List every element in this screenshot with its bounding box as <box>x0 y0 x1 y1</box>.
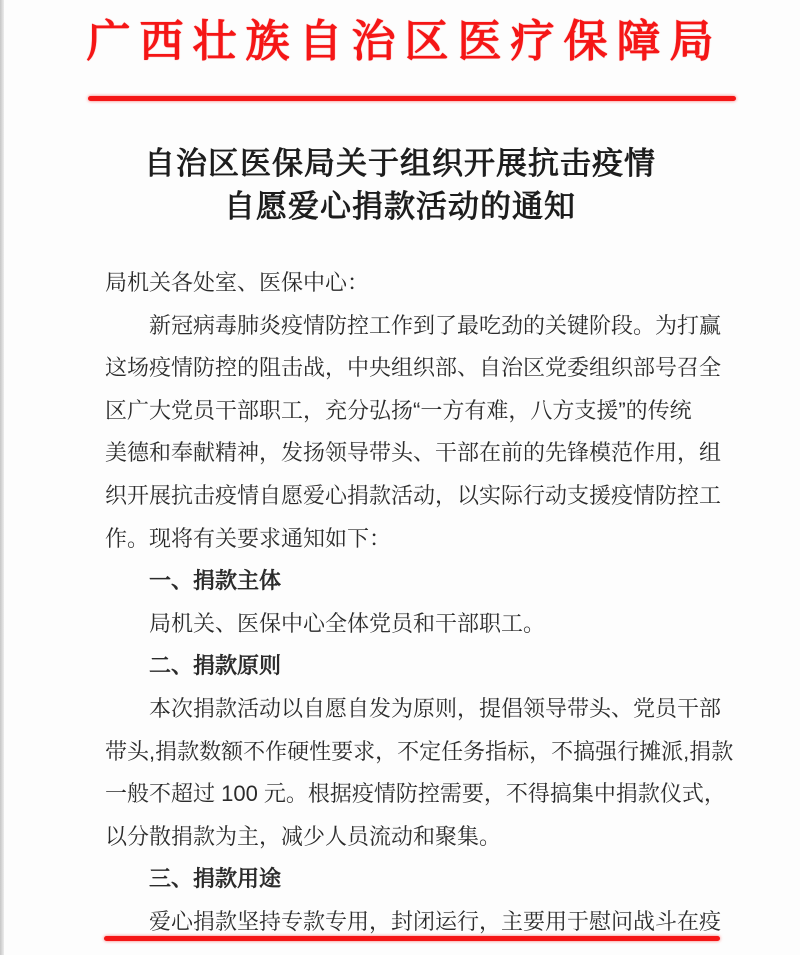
section-heading: 二、捐款原则 <box>149 653 282 679</box>
text-line: 区广大党员干部职工，充分弘扬“一方有难，八方支援”的传统 <box>105 397 692 423</box>
text-line: 局机关、医保中心全体党员和干部职工。 <box>149 610 546 636</box>
document-title-line-1: 自治区医保局关于组织开展抗击疫情 <box>144 146 656 181</box>
text-line: 织开展抗击疫情自愿爱心捐款活动，以实际行动支援疫情防控工 <box>105 482 722 508</box>
red-divider-top <box>88 96 736 101</box>
agency-name-header: 广西壮族自治区医疗保障局 <box>86 17 723 66</box>
text-line: 这场疫情防控的阻击战，中央组织部、自治区党委组织部号召全 <box>105 355 722 381</box>
text-line: 新冠病毒肺炎疫情防控工作到了最吃劲的关键阶段。为打赢 <box>149 312 722 338</box>
document-title-line-2: 自愿爱心捐款活动的通知 <box>224 189 576 224</box>
text-line: 带头,捐款数额不作硬性要求，不定任务指标，不搞强行摊派,捐款 <box>105 738 734 764</box>
document-title <box>0 142 800 228</box>
body-text <box>105 262 734 944</box>
section-heading: 三、捐款用途 <box>149 866 282 892</box>
text-line: 本次捐款活动以自愿自发为原则，提倡领导带头、党员干部 <box>149 695 722 721</box>
text-line: 以分散捐款为主，减少人员流动和聚集。 <box>105 823 502 849</box>
text-line: 作。现将有关要求通知如下： <box>105 525 392 551</box>
text-line: 美德和奉献精神，发扬领导带头、干部在前的先锋模范作用，组 <box>105 440 722 466</box>
text-line: 一般不超过 100 元。根据疫情防控需要，不得搞集中捐款仪式， <box>105 781 726 807</box>
text-line: 爱心捐款坚持专款专用，封闭运行，主要用于慰问战斗在疫 <box>149 908 722 934</box>
red-divider-bottom <box>104 936 720 941</box>
section-heading: 一、捐款主体 <box>149 568 282 594</box>
text-line: 局机关各处室、医保中心： <box>105 270 370 295</box>
